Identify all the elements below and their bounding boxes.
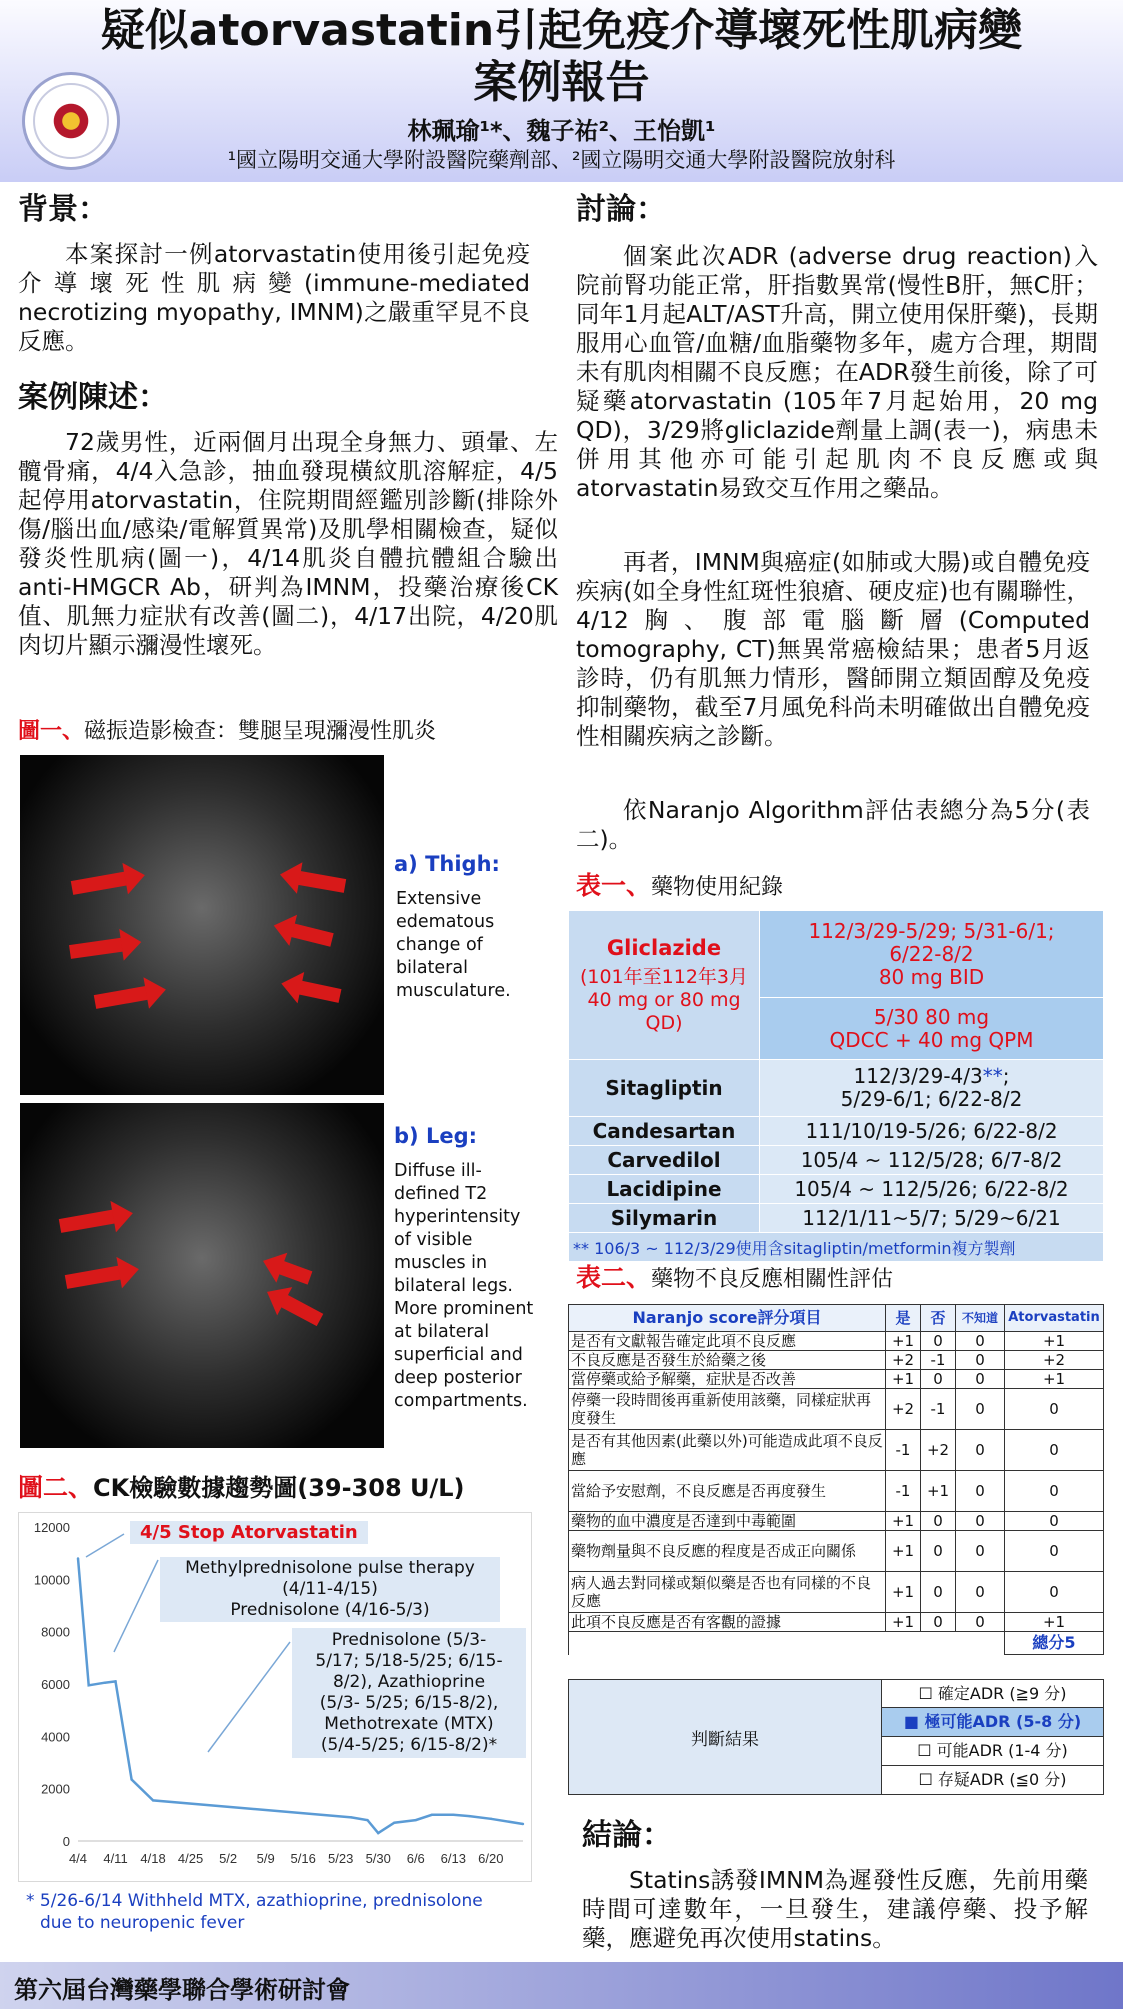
table2-row — [569, 1370, 1104, 1389]
poster-title-line2: 案例報告 — [473, 57, 650, 108]
table2-question: 不良反應是否發生於給藥之後 — [569, 1351, 886, 1370]
table2-no: 0 — [921, 1332, 956, 1351]
ck-data-point — [130, 1778, 132, 1780]
x-tick-label: 5/16 — [290, 1851, 316, 1866]
table1-sitagliptin-v-l2: 5/29-6/1; 6/22-8/2 — [840, 1087, 1023, 1111]
table2-yes: +2 — [886, 1351, 921, 1370]
table2-row — [569, 1531, 1104, 1572]
result-probable: ■ 極可能ADR (5-8 分) — [882, 1708, 1104, 1737]
annotation-methylprednisolone — [160, 1557, 500, 1622]
annotation-methylpred-line1: Methylprednisolone pulse therapy — [185, 1558, 475, 1578]
annotation-immuno-line1: Prednisolone (5/3- — [331, 1630, 487, 1650]
table1-drug-value: 111/10/19-5/26; 6/22-8/2 — [760, 1117, 1104, 1146]
figure1-a-heading: a) Thigh: — [394, 852, 500, 876]
figure2-title-text: CK檢驗數據趨勢圖(39-308 U/L) — [93, 1474, 465, 1502]
table2-row — [569, 1332, 1104, 1351]
table2-title — [576, 1264, 893, 1294]
table2-yes: +1 — [886, 1531, 921, 1572]
table2-ator: 0 — [1005, 1430, 1104, 1471]
annotation-methylpred-line2: (4/11-4/15) — [282, 1579, 378, 1599]
x-tick-label: 6/6 — [406, 1851, 425, 1866]
table2-no: 0 — [921, 1512, 956, 1531]
x-tick-label: 4/25 — [177, 1851, 204, 1866]
medication-table — [568, 910, 1104, 1262]
ck-data-point — [452, 1814, 454, 1816]
annotation-immuno-line4: (5/3- 5/25; 6/15-8/2), — [319, 1693, 499, 1713]
annotation-immuno-line6: (5/4-5/25; 6/15-8/2)* — [320, 1735, 498, 1755]
table1-drug-name: Lacidipine — [569, 1175, 760, 1204]
table2-header-row — [569, 1305, 1104, 1332]
x-tick-label: 6/13 — [440, 1851, 466, 1866]
table1-row-gliclazide — [569, 911, 1104, 998]
table2-unk: 0 — [956, 1430, 1005, 1471]
table2-no: +1 — [921, 1471, 956, 1512]
figure2-label: 圖二、 — [18, 1473, 94, 1502]
table2-ator: +1 — [1005, 1613, 1104, 1632]
y-tick-label: 0 — [62, 1834, 70, 1849]
table1-sitagliptin-v-l1-text: 112/3/29-4/3 — [853, 1064, 983, 1088]
table1-gliclazide-v1-l3: 80 mg BID — [878, 964, 985, 989]
table2-header-unknown: 不知道 — [956, 1305, 1005, 1332]
figure1-title — [18, 718, 548, 746]
table2-unk: 0 — [956, 1572, 1005, 1613]
judgement-options — [882, 1679, 1104, 1795]
table2-question: 是否有其他因素(此藥以外)可能造成此項不良反應 — [569, 1430, 886, 1471]
table2-question: 病人過去對同樣或類似藥是否也有同樣的不良反應 — [569, 1572, 886, 1613]
discussion-para2: 再者，IMNM與癌症(如肺或大腸)或自體免疫疾病(如全身性紅斑性狼瘡、硬皮症)也有關聯性，4/12胸、腹部電腦斷層(Computed tomography, CT)無異常癌檢結果；患者5月返診時，仍有肌無力情形，醫師開立類固醇及免疫抑制藥物，截至7月風免科尚未明確做出自體免疫性相關疾病之診斷。 — [576, 548, 1090, 750]
authors: 林珮瑜¹*、魏子祐²、王怡凱¹ — [407, 117, 716, 145]
y-tick-label: 10000 — [33, 1572, 70, 1588]
conference-name: 第六屆台灣藥學聯合學術研討會 — [14, 1976, 350, 2004]
table2-title-text: 藥物不良反應相關性評估 — [651, 1267, 894, 1292]
table2-yes: +2 — [886, 1389, 921, 1430]
table2-ator: 0 — [1005, 1389, 1104, 1430]
table2-no: 0 — [921, 1531, 956, 1572]
result-definite: ☐ 確定ADR (≧9 分) — [882, 1679, 1104, 1708]
table1-gliclazide-v2-l2: QDCC + 40 mg QPM — [829, 1027, 1034, 1052]
table2-header-no: 否 — [921, 1305, 956, 1332]
table1-gliclazide-name: Gliclazide — [606, 935, 722, 960]
table1-drug-name: Candesartan — [569, 1117, 760, 1146]
table1-sitagliptin-name: Sitagliptin — [569, 1060, 760, 1117]
table1-title-text: 藥物使用紀錄 — [651, 875, 784, 900]
table2-no: 0 — [921, 1613, 956, 1632]
x-tick-label: 4/4 — [68, 1851, 88, 1866]
result-possible: ☐ 可能ADR (1-4 分) — [882, 1737, 1104, 1766]
table2-unk: 0 — [956, 1531, 1005, 1572]
table1-gliclazide-value2 — [760, 998, 1104, 1060]
table2-total-row — [569, 1632, 1104, 1655]
table2-yes: +1 — [886, 1370, 921, 1389]
table2-question: 藥物的血中濃度是否達到中毒範圍 — [569, 1512, 886, 1531]
table2-ator: 0 — [1005, 1471, 1104, 1512]
ck-data-point — [490, 1818, 492, 1820]
table2-unk: 0 — [956, 1471, 1005, 1512]
ck-data-point — [393, 1821, 395, 1823]
y-tick-label: 2000 — [41, 1781, 70, 1797]
footer-bar — [0, 1962, 1123, 2009]
conclusion-text: Statins誘發IMNM為遲發性反應，先前用藥時間可達數年，一旦發生，建議停藥、投予解藥，應避免再次使用statins。 — [582, 1866, 1088, 1952]
table2-label: 表二、 — [576, 1263, 652, 1292]
table1-sitagliptin-v-l1 — [764, 1065, 1099, 1088]
table2-header-yes: 是 — [886, 1305, 921, 1332]
figure1-title-text: 磁振造影檢查：雙腿呈現瀰漫性肌炎 — [84, 719, 437, 744]
table2-ator: +1 — [1005, 1332, 1104, 1351]
table2-header-atorvastatin: Atorvastatin — [1005, 1305, 1104, 1332]
table2-question: 是否有文獻報告確定此項不良反應 — [569, 1332, 886, 1351]
table1-gliclazide-v1-l2: 6/22-8/2 — [889, 941, 974, 966]
table1-gliclazide-value1 — [760, 911, 1104, 998]
table2-ator: 0 — [1005, 1531, 1104, 1572]
table2-question: 停藥一段時間後再重新使用該藥，同樣症狀再度發生 — [569, 1389, 886, 1430]
table2-total: 總分5 — [1005, 1632, 1104, 1655]
table1-row — [569, 1117, 1104, 1146]
table2-header-item: Naranjo score評分項目 — [569, 1305, 886, 1332]
discussion-para1: 個案此次ADR (adverse drug reaction)入院前腎功能正常，肝指數異常(慢性B肝，無C肝；同年1月起ALT/AST升高，開立使用保肝藥)，長期服用心血管/血糖/血脂藥物多年，處方合理，期間未有肌肉相關不良反應；在ADR發生前後，除了可疑藥atorvastatin (105年7月起始用，20 mg QD)，3/29將gliclazide劑量上調(表一)，病患未併用其他亦可能引起肌肉不良反應或與atorvastatin易致交互作用之藥品。 — [576, 242, 1098, 502]
table2-row — [569, 1389, 1104, 1430]
table2-no: 0 — [921, 1572, 956, 1613]
case-text: 72歲男性，近兩個月出現全身無力、頭暈、左髖骨痛，4/4入急診，抽血發現橫紋肌溶解症，4/5起停用atorvastatin，住院期間經鑑別診斷(排除外傷/腦出血/感染/電解質異常)及肌學相關檢查，疑似發炎性肌病(圖一)，4/14肌炎自體抗體組合驗出anti-HMGCR Ab，研判為IMNM，投藥治療後CK值、肌無力症狀有改善(圖二)，4/17出院，4/20肌肉切片顯示瀰漫性壞死。 — [18, 428, 558, 659]
x-tick-label: 6/20 — [478, 1851, 504, 1866]
table2-ator: 0 — [1005, 1512, 1104, 1531]
table2-unk: 0 — [956, 1512, 1005, 1531]
table1-sitagliptin-star: ** — [982, 1064, 1003, 1088]
table2-no: 0 — [921, 1370, 956, 1389]
naranjo-table — [568, 1304, 1104, 1655]
ck-data-point — [468, 1815, 470, 1817]
table1-gliclazide-cell — [569, 911, 760, 1060]
discussion-heading: 討論： — [576, 192, 666, 227]
table2-unk: 0 — [956, 1370, 1005, 1389]
x-tick-label: 5/9 — [256, 1851, 275, 1866]
leader-immunosuppression — [208, 1642, 290, 1752]
ck-data-point — [88, 1684, 90, 1686]
table2-row — [569, 1430, 1104, 1471]
y-tick-label: 12000 — [33, 1520, 70, 1535]
ck-data-point — [366, 1819, 368, 1821]
discussion-para3: 依Naranjo Algorithm評估表總分為5分(表二)。 — [576, 796, 1090, 853]
table1-drug-value: 105/4 ~ 112/5/28; 6/7-8/2 — [760, 1146, 1104, 1175]
annotation-methylpred-line3: Prednisolone (4/16-5/3) — [230, 1600, 430, 1620]
ck-data-point — [77, 1557, 79, 1559]
table2-question: 當給予安慰劑，不良反應是否再度發生 — [569, 1471, 886, 1512]
figure2-footnote-line1: * 5/26-6/14 Withheld MTX, azathioprine, prednisolone — [26, 1891, 483, 1911]
ck-data-point — [431, 1814, 433, 1816]
x-tick-label: 5/23 — [328, 1851, 354, 1866]
y-tick-label: 4000 — [41, 1729, 70, 1745]
table1-drug-value: 105/4 ~ 112/5/26; 6/22-8/2 — [760, 1175, 1104, 1204]
judgement-label-cell — [568, 1679, 882, 1795]
ck-data-point — [152, 1799, 154, 1801]
annotation-immunosuppression — [292, 1628, 526, 1758]
table1-drug-name: Silymarin — [569, 1204, 760, 1233]
case-heading: 案例陳述： — [18, 380, 168, 415]
table2-yes: +1 — [886, 1512, 921, 1531]
figure2-footnote-line2: due to neuropenic fever — [40, 1913, 245, 1933]
table1-title — [576, 872, 783, 902]
ck-data-point — [350, 1816, 352, 1818]
mri-leg-image — [20, 1103, 384, 1448]
conclusion-heading: 結論： — [582, 1818, 672, 1853]
table1-gliclazide-v1-l1: 112/3/29-5/29; 5/31-6/1; — [808, 918, 1055, 943]
background-text: 本案探討一例atorvastatin使用後引起免疫介導壞死性肌病變(immune-mediated necrotizing myopathy, IMNM)之嚴重罕見不良反應。 — [18, 240, 530, 355]
x-tick-label: 4/11 — [103, 1851, 128, 1866]
figure2-title — [18, 1474, 548, 1504]
table2-unk: 0 — [956, 1389, 1005, 1430]
table2-question: 此項不良反應是否有客觀的證據 — [569, 1613, 886, 1632]
table2-yes: +1 — [886, 1332, 921, 1351]
table2-row — [569, 1572, 1104, 1613]
table2-row — [569, 1471, 1104, 1512]
table2-ator: +1 — [1005, 1370, 1104, 1389]
table2-yes: -1 — [886, 1430, 921, 1471]
table1-row — [569, 1175, 1104, 1204]
x-tick-label: 5/2 — [219, 1851, 238, 1866]
table2-unk: 0 — [956, 1613, 1005, 1632]
table2-yes: -1 — [886, 1471, 921, 1512]
table1-label: 表一、 — [576, 871, 652, 900]
table2-question: 當停藥或給予解藥，症狀是否改善 — [569, 1370, 886, 1389]
annotation-stop-atorvastatin — [130, 1521, 368, 1544]
x-tick-label: 4/18 — [140, 1851, 166, 1866]
judgement-label: 判斷結果 — [691, 1729, 759, 1750]
x-tick-label: 5/30 — [365, 1851, 391, 1866]
affiliation: ¹國立陽明交通大學附設醫院藥劑部、²國立陽明交通大學附設醫院放射科 — [227, 148, 896, 172]
table2-yes: +1 — [886, 1613, 921, 1632]
table2-ator: +2 — [1005, 1351, 1104, 1370]
table2-unk: 0 — [956, 1351, 1005, 1370]
annotation-immuno-line2: 5/17; 5/18-5/25; 6/15- — [315, 1651, 503, 1671]
table2-row — [569, 1351, 1104, 1370]
table2-yes: +1 — [886, 1572, 921, 1613]
result-doubtful: ☐ 存疑ADR (≦0 分) — [882, 1766, 1104, 1795]
mri-thigh-image — [20, 755, 384, 1095]
table2-row — [569, 1613, 1104, 1632]
y-tick-label: 8000 — [41, 1624, 70, 1640]
table2-no: -1 — [921, 1389, 956, 1430]
table1-drug-value: 112/1/11~5/7; 5/29~6/21 — [760, 1204, 1104, 1233]
leader-methylprednisolone — [114, 1560, 158, 1652]
figure2-footnote — [26, 1890, 483, 1934]
table1-row — [569, 1204, 1104, 1233]
table1-sitagliptin-v-l1-end: ; — [1002, 1064, 1010, 1088]
y-tick-label: 6000 — [41, 1677, 70, 1692]
figure1-b-heading: b) Leg: — [394, 1124, 477, 1148]
table2-no: -1 — [921, 1351, 956, 1370]
table1-gliclazide-v2-l1: 5/30 80 mg — [873, 1004, 990, 1029]
table2-row — [569, 1512, 1104, 1531]
table1-sitagliptin-value — [760, 1060, 1104, 1117]
poster-title-line1: 疑似atorvastatin引起免疫介導壞死性肌病變 — [100, 5, 1023, 56]
table2-ator: 0 — [1005, 1572, 1104, 1613]
table1-footnote-row — [569, 1233, 1104, 1262]
table1-gliclazide-note: (101年至112年3月40 mg or 80 mg QD) — [579, 965, 749, 1034]
table2-unk: 0 — [956, 1332, 1005, 1351]
ck-data-point — [377, 1832, 379, 1834]
ck-data-point — [415, 1819, 417, 1821]
table1-footnote: ** 106/3 ~ 112/3/29使用含sitagliptin/metformin複方製劑 — [569, 1233, 1104, 1262]
ck-data-point — [104, 1681, 106, 1683]
table1-row-sitagliptin — [569, 1060, 1104, 1117]
annotation-stop-atorvastatin-text: 4/5 Stop Atorvastatin — [140, 1522, 358, 1543]
annotation-immuno-line5: Methotrexate (MTX) — [324, 1714, 494, 1734]
table1-drug-name: Carvedilol — [569, 1146, 760, 1175]
table2-question: 藥物劑量與不良反應的程度是否成正向關係 — [569, 1531, 886, 1572]
background-heading: 背景： — [18, 192, 108, 227]
table1-row — [569, 1146, 1104, 1175]
table2-no: +2 — [921, 1430, 956, 1471]
ck-data-point — [114, 1680, 116, 1682]
figure1-b-caption: Diffuse ill-defined T2 hyperintensity of visible muscles in bilateral legs. More prominent at bilateral superficial and deep posterior compartments. — [394, 1161, 534, 1411]
figure1-label: 圖一、 — [18, 719, 85, 744]
figure1-a-caption: Extensive edematous change of bilateral musculature. — [396, 889, 511, 1001]
annotation-immuno-line3: 8/2), Azathioprine — [332, 1672, 486, 1692]
leader-stop-atorvastatin — [86, 1534, 124, 1557]
ck-data-point — [522, 1823, 524, 1825]
